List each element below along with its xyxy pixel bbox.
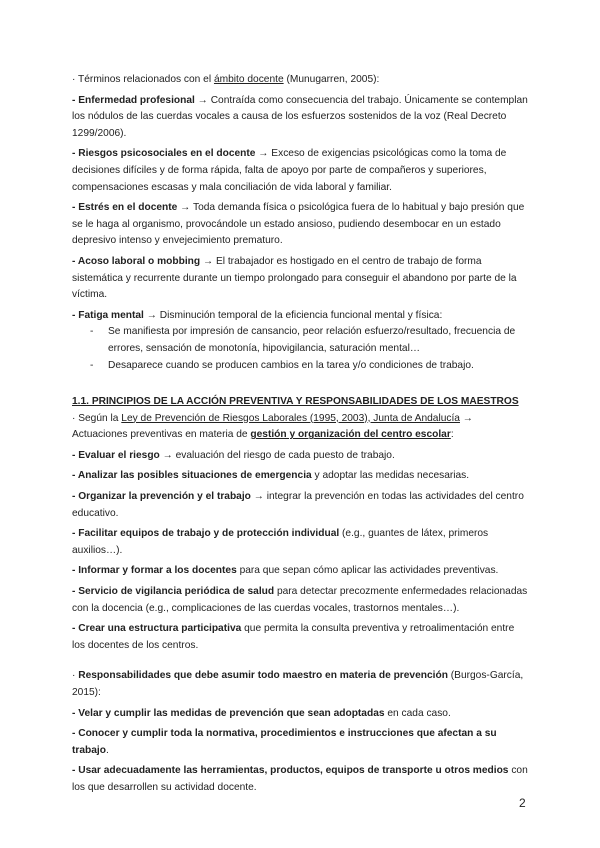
intro-link[interactable]: ámbito docente: [213, 74, 284, 85]
action-paragraph: [72, 584, 528, 617]
action-label: - Organizar la prevención y el trabajo: [72, 491, 251, 503]
term-text: → Disminución temporal de la eficiencia funcional mental y física:: [143, 309, 443, 321]
responsibility-text: .: [105, 744, 109, 756]
action-paragraph: [72, 468, 528, 485]
action-text: que permita la consulta preventiva y retroalimentación entre los docentes de los centros.: [72, 623, 515, 651]
term-paragraph: [72, 308, 528, 325]
resp-suffix: (Burgos-García, 2015):: [72, 670, 524, 698]
document-page: [72, 72, 528, 801]
law-paragraph: [72, 411, 528, 444]
law-middle: → Actuaciones preventivas en materia de: [72, 412, 473, 441]
action-label: - Facilitar equipos de trabajo y de protección individual: [72, 528, 340, 540]
action-text: (e.g., guantes de látex, primeros auxilios…).: [72, 528, 489, 556]
action-paragraph: [72, 448, 528, 465]
intro-suffix: (Munugarren, 2005):: [283, 74, 380, 85]
action-paragraph: [72, 563, 528, 580]
list-item-text: Desaparece cuando se producen cambios en la tarea y/o condiciones de trabajo.: [108, 359, 474, 371]
term-paragraph: [72, 93, 528, 143]
action-text: → evaluación del riesgo de cada puesto de trabajo.: [159, 449, 395, 461]
action-text: y adoptar las medidas necesarias.: [311, 470, 470, 482]
section-heading: 1.1. PRINCIPIOS DE LA ACCIÓN PREVENTIVA Y RESPONSABILIDADES DE LOS MAESTROS: [72, 396, 519, 408]
action-label: - Analizar las posibles situaciones de emergencia: [72, 470, 312, 482]
list-item: [72, 324, 528, 357]
action-label: - Crear una estructura participativa: [72, 623, 242, 635]
responsibility-paragraph: [72, 706, 528, 723]
list-item: [72, 358, 528, 375]
law-prefix: · Según la: [72, 412, 122, 424]
law-suffix: :: [450, 429, 454, 441]
term-label: - Fatiga mental: [72, 309, 144, 321]
action-label: - Servicio de vigilancia periódica de salud: [72, 586, 275, 598]
responsibility-paragraph: [72, 763, 528, 796]
intro-prefix: · Términos relacionados con el: [72, 74, 214, 85]
term-paragraph: [72, 200, 528, 250]
term-label: - Enfermedad profesional: [72, 94, 195, 106]
intro-paragraph: [72, 72, 528, 89]
action-text: para que sepan cómo aplicar las actividades preventivas.: [236, 565, 499, 577]
action-text: para detectar precozmente enfermedades relacionadas con la docencia (e.g., complicaciones de las cuerdas vocales, trastornos mentales…).: [72, 586, 528, 614]
responsibility-label: - Velar y cumplir las medidas de prevención que sean adoptadas: [72, 707, 385, 719]
term-label: - Acoso laboral o mobbing: [72, 255, 201, 267]
term-text: → Exceso de exigencias psicológicas como la toma de decisiones difíciles y de forma rápida, falta de apoyo por parte de compañeros y superiores, compensaciones escasas y mala conciliación de vida laboral y familiar.: [72, 148, 507, 193]
page-number: 2: [519, 796, 526, 810]
resp-prefix: ·: [72, 670, 79, 682]
action-label: - Evaluar el riesgo: [72, 449, 160, 461]
fatiga-list: [72, 324, 528, 374]
action-paragraph: [72, 489, 528, 522]
term-text: → Contraída como consecuencia del trabajo. Únicamente se contemplan los nódulos de las cuerdas vocales a causa de los esfuerzos sostenidos de la voz (Real Decreto 1299/2006).: [72, 94, 528, 139]
action-paragraph: [72, 621, 528, 654]
list-item-text: Se manifiesta por impresión de cansancio, peor relación esfuerzo/resultado, frecuencia de errores, sensación de monotonía, hipovigilancia, saturación mental…: [108, 326, 516, 354]
responsibility-label: - Usar adecuadamente las herramientas, productos, equipos de transporte u otros medios: [72, 765, 509, 777]
term-label: - Estrés en el docente: [72, 202, 178, 214]
law-link[interactable]: Ley de Prevención de Riesgos Laborales (1995, 2003), Junta de Andalucía: [121, 412, 460, 424]
responsibility-text: en cada caso.: [384, 707, 451, 719]
responsibility-text: con los que desarrollen su actividad docente.: [72, 765, 528, 793]
list-dash: -: [90, 326, 94, 338]
term-paragraph: [72, 146, 528, 196]
term-text: → El trabajador es hostigado en el centro de trabajo de forma sistemática y recurrente durante un tiempo prolongado para conseguir el abandono por parte de la víctima.: [72, 255, 517, 301]
resp-label: Responsabilidades que debe asumir todo maestro en materia de prevención: [78, 670, 448, 682]
responsibilities-intro: [72, 668, 528, 701]
law-bold-underlined: gestión y organización del centro escolar: [250, 429, 451, 441]
spacer: [72, 380, 528, 386]
term-text: → Toda demanda física o psicológica fuera de lo habitual y bajo presión que se le haga al organismo, provocándole un estado ansioso, pudiendo desembocar en un estado depresivo intenso y envejecimiento prematuro.: [72, 202, 525, 247]
responsibility-label: - Conocer y cumplir toda la normativa, procedimientos e instrucciones que afectan a su trabajo: [72, 728, 497, 756]
spacer: [72, 658, 528, 668]
action-paragraph: [72, 526, 528, 559]
responsibility-paragraph: [72, 726, 528, 759]
term-paragraph: [72, 254, 528, 304]
list-dash: -: [90, 359, 94, 371]
term-label: - Riesgos psicosociales en el docente: [72, 148, 256, 160]
action-text: → integrar la prevención en todas las actividades del centro educativo.: [72, 491, 524, 519]
action-label: - Informar y formar a los docentes: [72, 565, 237, 577]
